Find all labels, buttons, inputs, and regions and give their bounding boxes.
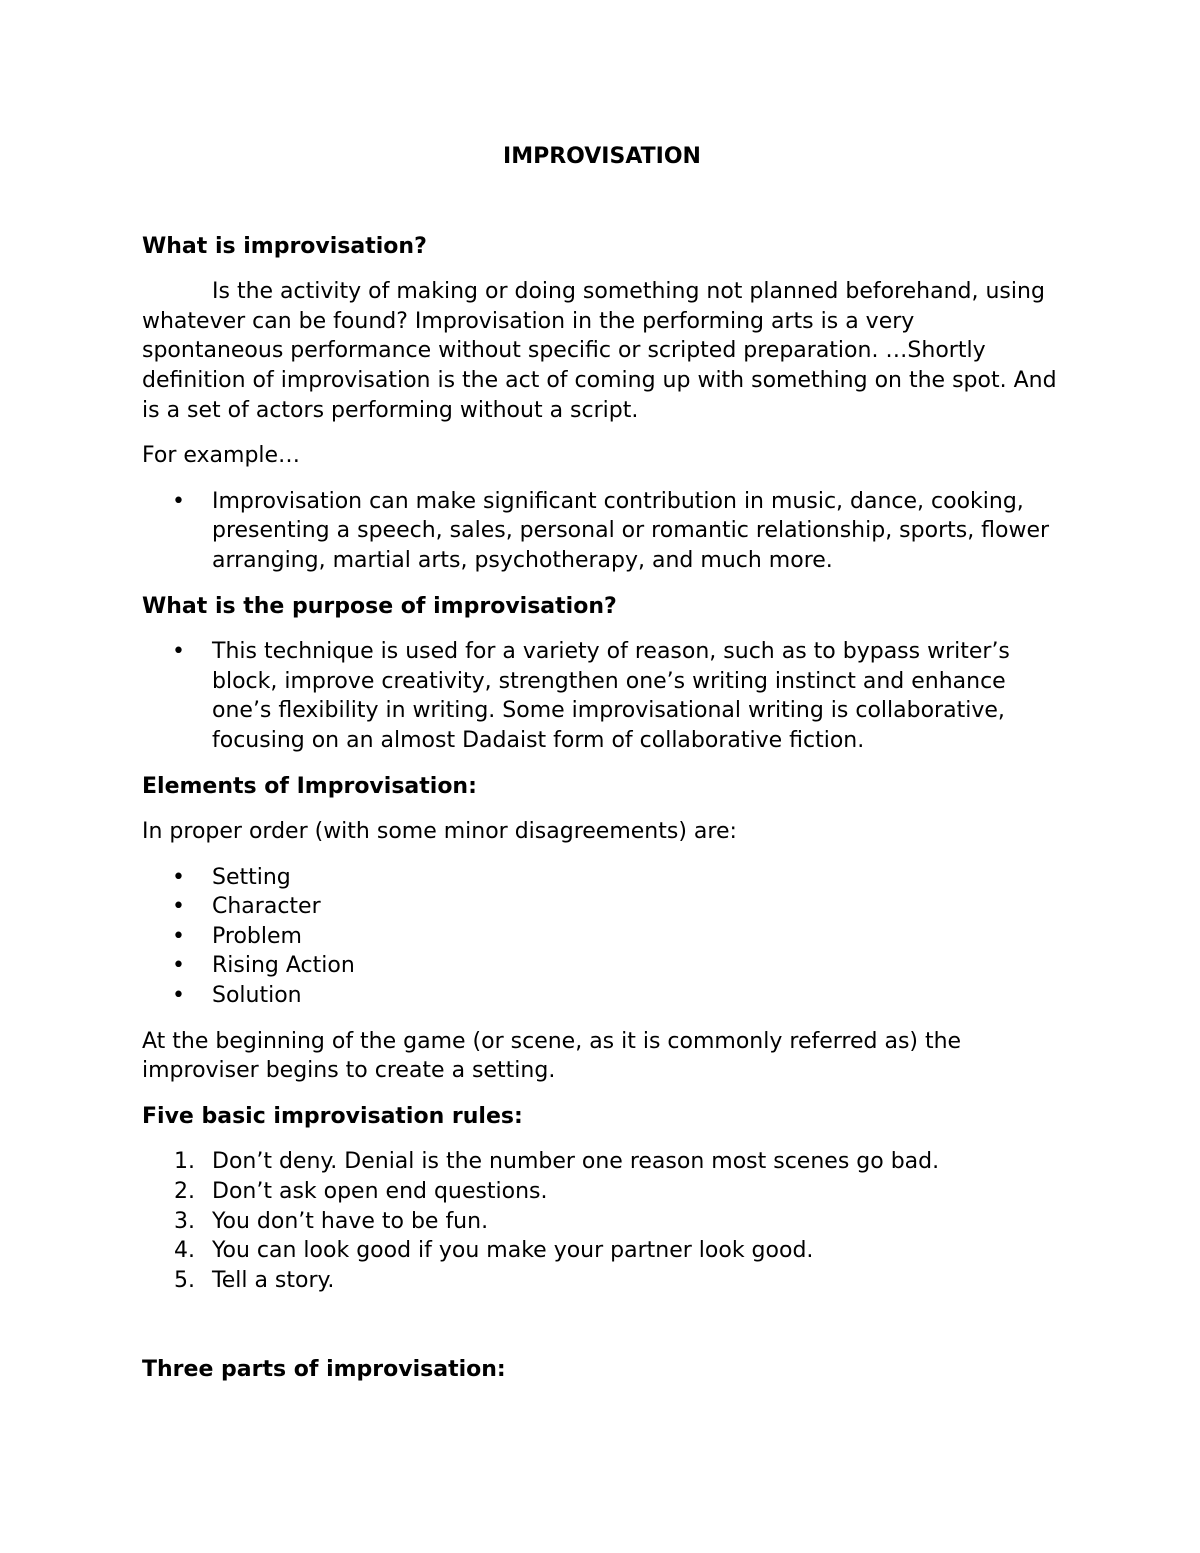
list-item-text: Don’t deny. Denial is the number one reason most scenes go bad. — [212, 1149, 940, 1175]
elements-closing: At the beginning of the game (or scene, as it is commonly referred as) the improviser begins to create a setting. — [142, 1028, 962, 1084]
list-item-text: You can look good if you make your partner look good. — [212, 1238, 814, 1264]
list-item — [142, 1207, 1062, 1237]
rules-list — [142, 1147, 1062, 1295]
section-heading-purpose: What is the purpose of improvisation? — [142, 593, 617, 619]
definition-paragraph: Is the activity of making or doing something not planned beforehand, using whatever can be found? Improvisation in the performing arts is a very spontaneous performance without specific or scripted preparation. …Shortly definition of improvisation is the act of coming up with something on the spot. And is a set of actors performing without a script. — [142, 279, 1057, 423]
elements-list — [142, 863, 1062, 1011]
list-number: 2. — [174, 1179, 195, 1205]
list-item: • Improvisation can make significant contribution in music, dance, cooking, presenting a speech, sales, personal or romantic relationship, sports, flower arranging, martial arts, psychotherapy, and much more. — [142, 487, 1062, 576]
section-heading-elements: Elements of Improvisation: — [142, 773, 477, 799]
section-heading-rules: Five basic improvisation rules: — [142, 1103, 523, 1129]
document-title: IMPROVISATION — [503, 144, 701, 169]
list-number: 1. — [174, 1149, 195, 1175]
list-item: • Rising Action — [142, 951, 1062, 981]
list-item-text: Tell a story. — [212, 1267, 335, 1293]
list-item-text: Don’t ask open end questions. — [212, 1179, 548, 1205]
purpose-list — [142, 637, 1062, 755]
list-number: 3. — [174, 1208, 195, 1234]
list-item — [142, 1236, 1062, 1266]
list-item: • Character — [142, 892, 1062, 922]
example-list — [142, 487, 1062, 576]
list-item — [142, 1177, 1062, 1207]
list-item: • This technique is used for a variety of reason, such as to bypass writer’s block, improve creativity, strengthen one’s writing instinct and enhance one’s flexibility in writing. Some improvisational writing is collaborative, focusing on an almost Dadaist form of collaborative fiction. — [142, 637, 1062, 755]
list-item — [142, 1266, 1062, 1296]
list-number: 4. — [174, 1238, 195, 1264]
section-heading-three-parts: Three parts of improvisation: — [142, 1357, 506, 1383]
elements-intro: In proper order (with some minor disagreements) are: — [142, 819, 737, 845]
list-item — [142, 1147, 1062, 1177]
document-page — [142, 142, 1062, 1385]
list-item: • Problem — [142, 922, 1062, 952]
list-item: • Solution — [142, 981, 1062, 1011]
example-intro: For example… — [142, 443, 301, 469]
section-heading-what-is: What is improvisation? — [142, 233, 427, 259]
list-item-text: You don’t have to be fun. — [212, 1208, 489, 1234]
list-item: • Setting — [142, 863, 1062, 893]
list-number: 5. — [174, 1267, 195, 1293]
